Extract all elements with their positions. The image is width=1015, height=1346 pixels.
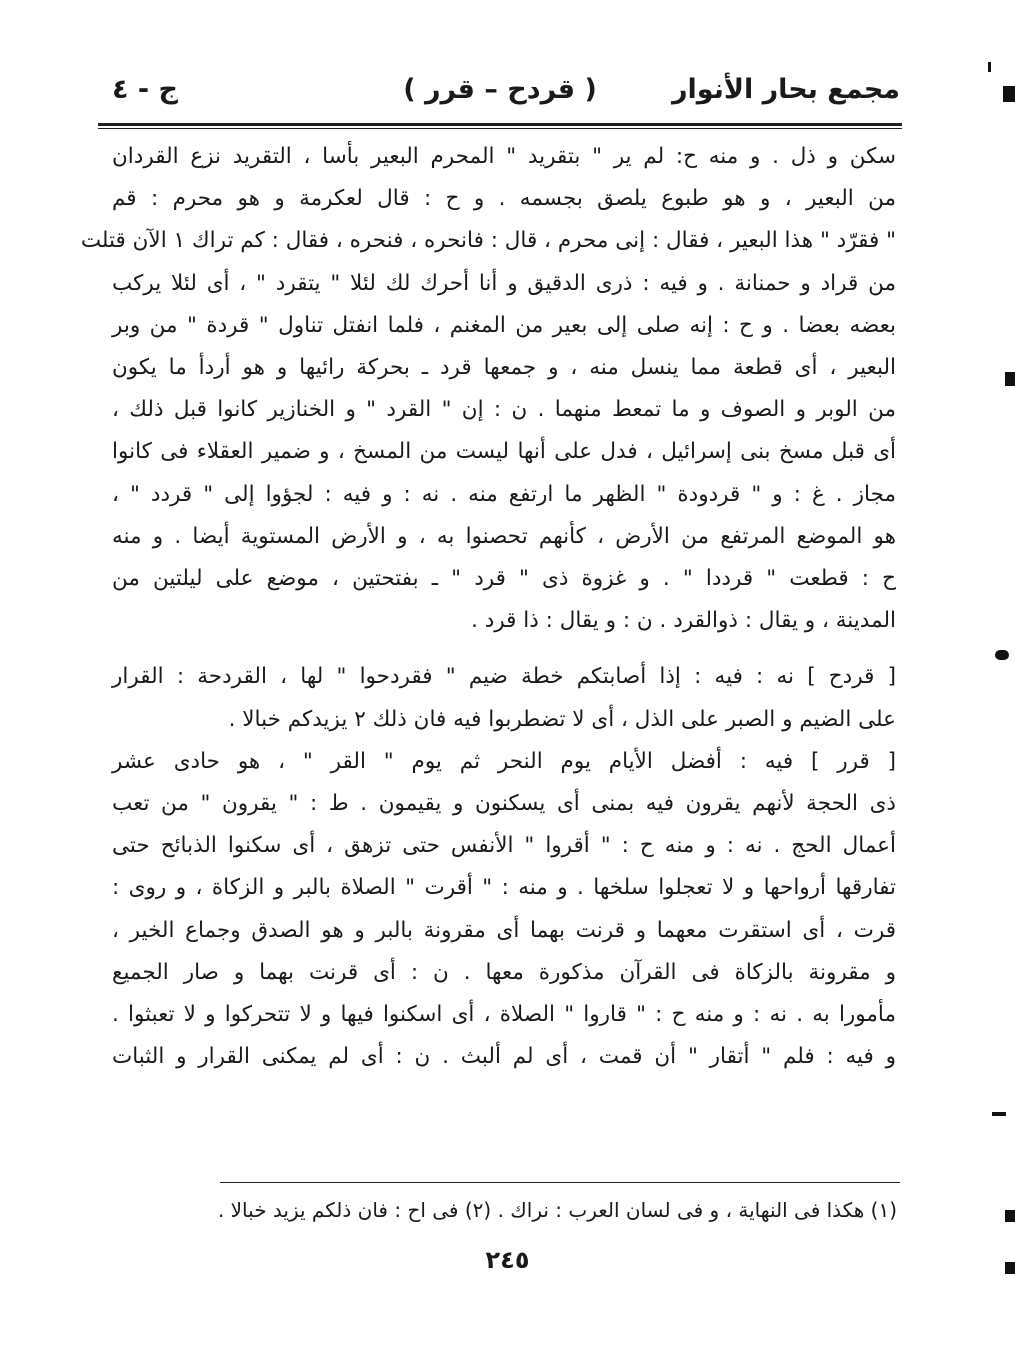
entry-qarar-line: قرت ، أى استقرت معهما و قرنت بهما أى مقرونة بالبر و هو الصدق وجماع الخير ، (112, 917, 896, 943)
text-line: من الوبر و الصوف و ما تمعط منهما . ن : إن " القرد " و الخنازير كانوا قبل ذلك ، (112, 397, 896, 423)
header-rule-thin (98, 128, 902, 129)
volume-number: ج - ٤ (112, 74, 178, 105)
footnote: (١) هكذا فى النهاية ، و فى لسان العرب : نراك . (٢) فى اح : فان ذلكم يزيد خبالا . (217, 1198, 897, 1222)
running-header (100, 70, 900, 120)
entry-qarar-line: أعمال الحج . نه : و منه ح : " أقروا " الأنفس حتى تزهق ، أى سكنوا الذبائح حتى (112, 833, 896, 859)
text-line: من البعير ، و هو طبوع يلصق بجسمه . و ح : قال لعكرمة و هو محرم : قم (112, 186, 896, 212)
text-line: هو الموضع المرتفع من الأرض ، كأنهم تحصنوا به ، و الأرض المستوية أيضا . و منه (112, 523, 896, 549)
scan-edge-mark (992, 1112, 1006, 1116)
text-line: " فقرّد " هذا البعير ، فقال : إنى محرم ، قال : فانحره ، فنحره ، فقال : كم تراك ١ الآن قتلت (80, 228, 896, 254)
scan-edge-mark (1005, 1210, 1015, 1222)
scan-edge-mark (995, 650, 1009, 660)
entry-qarar-line: و مقرونة بالزكاة فى القرآن مذكورة معها . ن : أى قرنت بهما و صار الجميع (112, 959, 896, 985)
text-line: البعير ، أى قطعة مما ينسل منه ، و جمعها قرد ـ بحركة رائيها و هو أردأ ما يكون (112, 355, 896, 381)
entry-qarar-line: مأمورا به . نه : و منه ح : " قاروا " الصلاة ، أى اسكنوا فيها و لا تتحركوا و لا تعبثوا . (112, 1002, 896, 1028)
text-line: مجاز . غ : و " قردودة " الظهر ما ارتفع منه . نه : و فيه : لجؤوا إلى " قردد " ، (112, 481, 896, 507)
entry-qarar-line: ذى الحجة لأنهم يقرون فيه بمنى أى يسكنون و يقيمون . ط : " يقرون " من تعب (112, 791, 896, 817)
entry-qarar-line: تفارقها أرواحها و لا تعجلوا سلخها . و منه : " أقرت " الصلاة بالبر و الزكاة ، و روى : (112, 875, 896, 901)
main-text (80, 136, 896, 1078)
paragraph-gap (112, 642, 896, 656)
scan-edge-mark (1003, 86, 1015, 102)
text-line: المدينة ، و يقال : ذوالقرد . ن : و يقال : ذا قرد . (471, 608, 896, 634)
scan-edge-mark (1005, 1262, 1015, 1274)
scan-edge-mark (988, 62, 991, 72)
book-title: مجمع بحار الأنوار (671, 74, 900, 105)
page-number: ٢٤٥ (485, 1246, 530, 1274)
text-line: أى قبل مسخ بنى إسرائيل ، فدل على أنها ليست من المسخ ، و ضمير العقلاء فى كانوا (112, 439, 896, 465)
text-line: سكن و ذل . و منه ح: لم ير " بتقريد " المحرم البعير بأسا ، التقريد نزع القردان (112, 144, 896, 169)
entry-qardah-line: [ قردح ] نه : فيه : إذا أصابتكم خطة ضيم " فقردحوا " لها ، القردحة : القرار (112, 664, 896, 690)
text-line: من قراد و حمنانة . و فيه : ذرى الدقيق و أنا أحرك لك لئلا " يتقرد " ، أى لئلا يركب (112, 270, 896, 296)
text-line: ح : قطعت " قرددا " . و غزوة ذى " قرد " ـ بفتحتين ، موضع على ليلتين من (112, 566, 896, 592)
scan-edge-mark (1005, 372, 1015, 386)
entry-range: ( قردح – قرر ) (403, 74, 597, 105)
header-rule (98, 123, 902, 126)
footnote-rule (220, 1182, 900, 1183)
entry-qarar-line: [ قرر ] فيه : أفضل الأيام يوم النحر ثم يوم " القر " ، هو حادى عشر (112, 748, 896, 774)
text-line: بعضه بعضا . و ح : إنه صلى إلى بعير من المغنم ، فلما انفتل تناول " قردة " من وبر (112, 312, 896, 338)
entry-qardah-line: على الضيم و الصبر على الذل ، أى لا تضطربوا فيه فان ذلك ٢ يزيدكم خبالا . (228, 706, 896, 732)
entry-qarar-line: و فيه : فلم " أتقار " أن قمت ، أى لم ألبث . ن : أى لم يمكنى القرار و الثبات (112, 1044, 896, 1070)
